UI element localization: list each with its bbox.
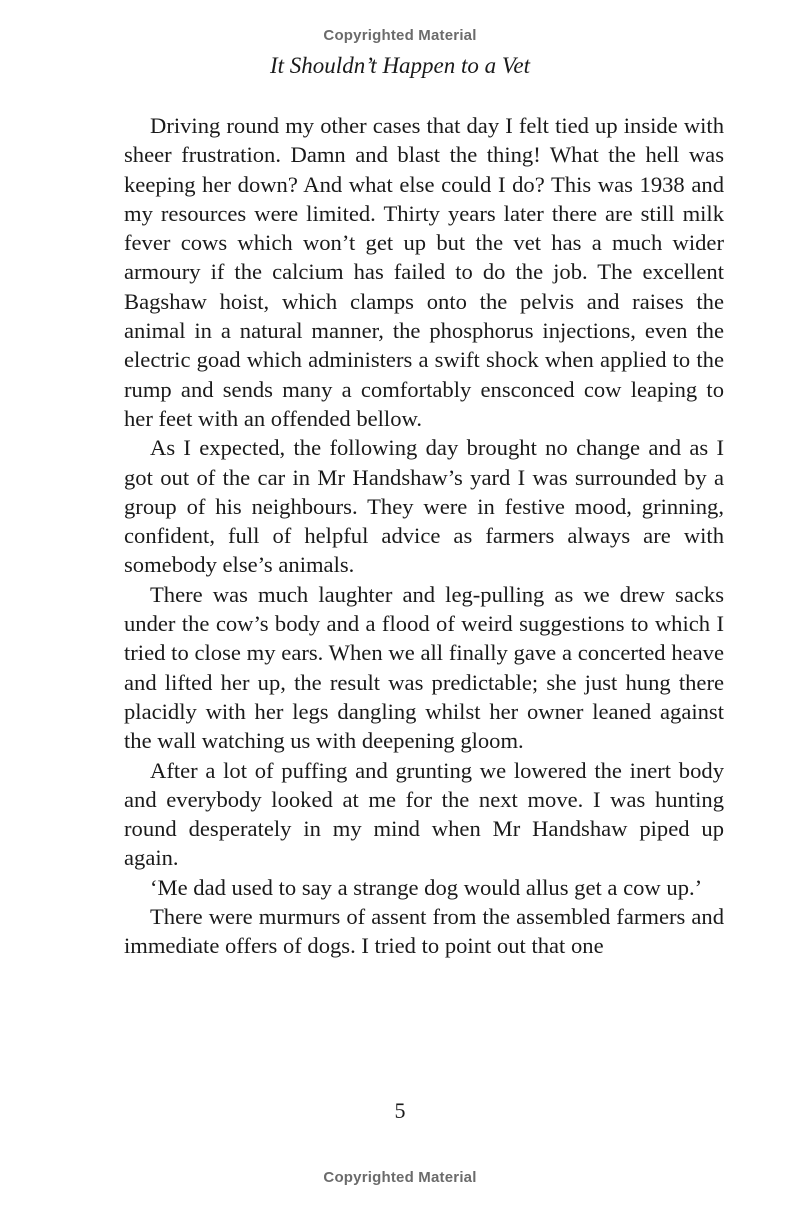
paragraph: Driving round my other cases that day I felt tied up inside with sheer frustration. Damn and blast the thing! What the hell was keeping her down? And what else could I do? This was 1938 and my resources were limited. Thirty years later there are still milk fever cows which won’t get up but the vet has a much wider armoury if the calcium has failed to do the job. The excellent Bagshaw hoist, which clamps onto the pelvis and raises the animal in a natural manner, the phosphorus injections, even the electric goad which administers a swift shock when applied to the rump and sends many a comfortably ensconced cow leaping to her feet with an offended bellow. [124,113,724,431]
copyright-watermark-top: Copyrighted Material [323,27,477,44]
paragraph: ‘Me dad used to say a strange dog would allus get a cow up.’ [150,874,703,900]
paragraph: There was much laughter and leg-pulling as we drew sacks under the cow’s body and a flood of weird suggestions to which I tried to close my ears. When we all finally gave a concerted heave and lifted her up, the result was predictable; she just hung there placidly with her legs dangling whilst her owner leaned against the wall watching us with deepening gloom. [124,581,724,754]
page-number: 5 [394,1098,406,1123]
paragraph: After a lot of puffing and grunting we lowered the inert body and everybody looked at me for the next move. I was hunting round desperately in my mind when Mr Handshaw piped up again. [124,757,724,871]
copyright-watermark-bottom: Copyrighted Material [323,1169,477,1186]
paragraph: As I expected, the following day brought no change and as I got out of the car in Mr Handshaw’s yard I was surrounded by a group of his neighbours. They were in festive mood, grinning, confident, full of helpful advice as farmers always are with somebody else’s animals. [124,435,724,578]
running-head-title: It Shouldn’t Happen to a Vet [270,53,530,78]
paragraph: There were murmurs of assent from the assembled farmers and immediate offers of dogs. I tried to point out that one [124,904,724,959]
body-text [124,111,724,961]
